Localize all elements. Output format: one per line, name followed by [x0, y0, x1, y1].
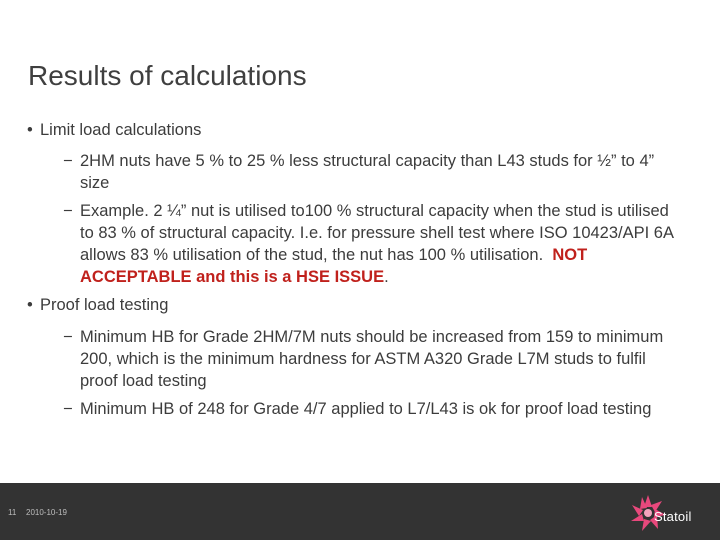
sub-item: [63, 200, 675, 288]
bullet-dot: •: [27, 296, 33, 314]
sub-item-content: [80, 200, 675, 288]
dash-marker: −: [63, 202, 73, 220]
dash-marker: −: [63, 152, 73, 170]
dash-marker: −: [63, 328, 73, 346]
dash-marker: −: [63, 400, 73, 418]
brand-name: Statoil: [654, 509, 692, 524]
sub-item-text: Example. 2 ¼” nut is utilised to100 % structural capacity when the stud is utilised to 83 % of structural capacity. I.e. for pressure shell test where ISO 10423/API 6A allows 83 % utilisation of the stud, the nut has 100 % utilisation.: [80, 202, 674, 264]
footer-date: 2010-10-19: [26, 508, 67, 517]
hse-warning: NOT ACCEPTABLE and this is a HSE ISSUE: [80, 246, 588, 286]
bullet-text: Limit load calculations: [40, 121, 202, 139]
page-number: 11: [8, 508, 17, 517]
sub-item: [63, 326, 675, 392]
bullet-text: Proof load testing: [40, 296, 169, 314]
sub-item: [63, 150, 675, 194]
sub-item: [63, 398, 675, 420]
sub-item-text: 2HM nuts have 5 % to 25 % less structural capacity than L43 studs for ½” to 4” size: [80, 152, 655, 192]
sentence-end: .: [384, 268, 389, 286]
slide-title: Results of calculations: [28, 60, 307, 91]
sub-item-text: Minimum HB of 248 for Grade 4/7 applied to L7/L43 is ok for proof load testing: [80, 400, 652, 418]
footer-bar: [0, 483, 720, 540]
sub-item-text: Minimum HB for Grade 2HM/7M nuts should be increased from 159 to minimum 200, which is the minimum hardness for ASTM A320 Grade L7M studs to fulfil proof load testing: [80, 328, 664, 390]
bullet-dot: •: [27, 121, 33, 139]
